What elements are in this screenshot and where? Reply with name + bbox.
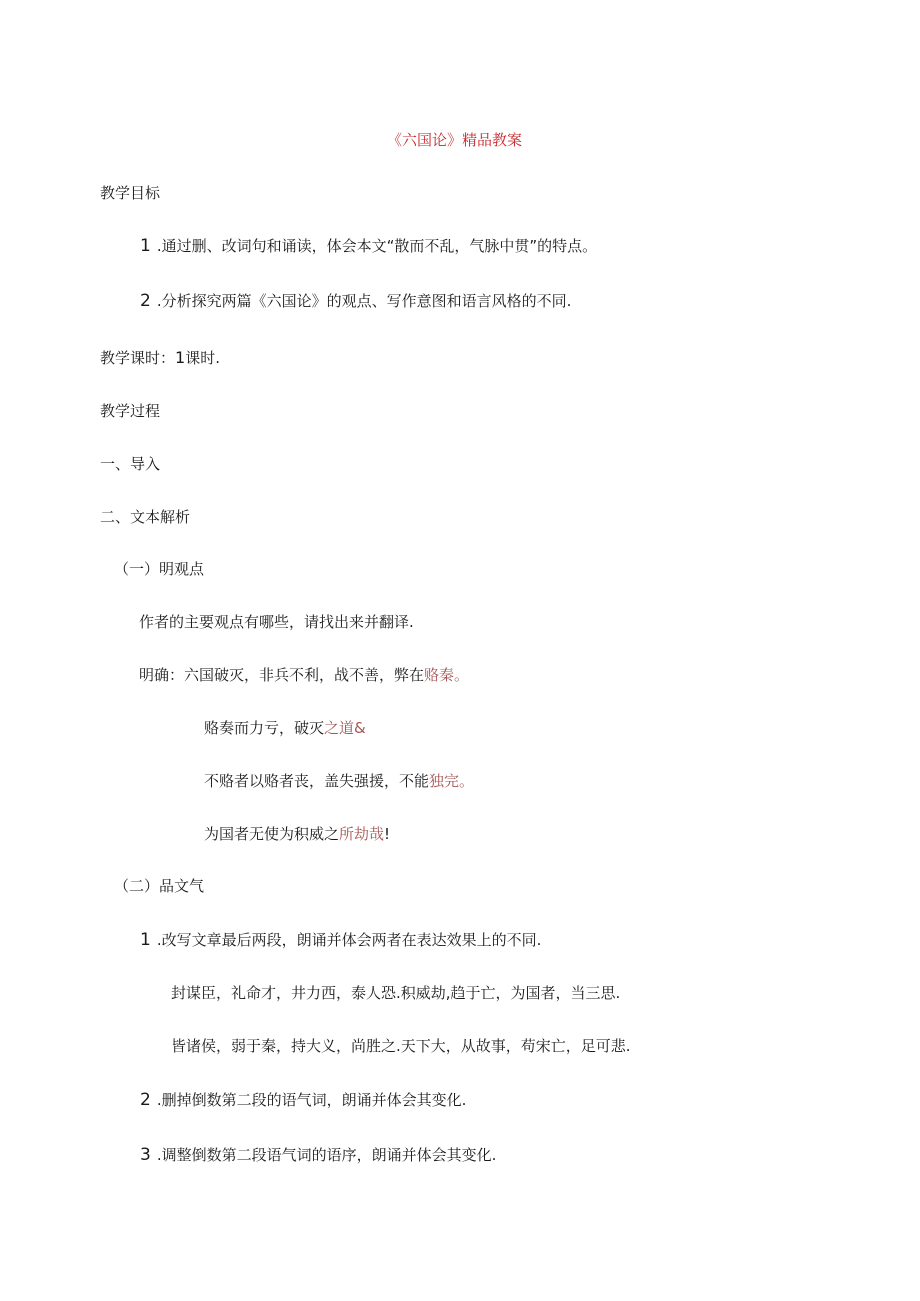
subsection-style: （二）品文气 [114, 877, 205, 895]
answer-line-2-highlight: 之道& [324, 719, 366, 737]
objective-1 [140, 236, 597, 256]
teaching-hours [100, 348, 220, 368]
answer-line-3 [204, 771, 474, 791]
process-heading: 教学过程 [100, 402, 161, 420]
task-3-text: .调整倒数第二段语气词的语序，朗诵并体会其变化. [156, 1146, 497, 1164]
answer-line-4-highlight: 所劫哉 [339, 825, 385, 843]
page-title: 《六国论》精品教案 [387, 131, 523, 149]
subsection-viewpoint: （一）明观点 [114, 560, 205, 578]
task-3 [140, 1145, 496, 1165]
answer-line-4-text: 为国者无使为积威之 [204, 825, 340, 843]
answer-line-1 [139, 665, 469, 685]
objective-2-number: 2 [140, 291, 151, 311]
answer-line-2 [204, 718, 366, 738]
answer-line-1-text: 明确：六国破灭，非兵不利，战不善，弊在 [139, 666, 425, 684]
task-1 [140, 930, 541, 950]
answer-line-3-text: 不赂者以赂者丧，盖失强援，不能 [204, 772, 430, 790]
section-analysis: 二、文本解析 [100, 508, 191, 526]
teaching-hours-number: 1 [175, 348, 186, 367]
objective-1-number: 1 [140, 236, 151, 256]
objective-2-text: .分析探究两篇《六国论》的观点、写作意图和语言风格的不同. [156, 292, 572, 310]
objectives-heading: 教学目标 [100, 184, 161, 202]
teaching-hours-unit: 课时. [185, 349, 220, 367]
objective-2 [140, 291, 571, 311]
task-2 [140, 1090, 466, 1110]
objective-1-text: .通过删、改词句和诵读，体会本文“散而不乱，气脉中贯”的特点。 [156, 237, 598, 255]
rewrite-line-2: 皆诸侯，弱于秦，持大义，尚胜之.天下大，从故事，苟宋亡，足可悲. [171, 1037, 631, 1055]
rewrite-line-1: 封谋臣，礼命才，井力西，泰人恐.积威劫,趋于亡，为国者，当三思. [171, 984, 621, 1002]
task-3-number: 3 [140, 1145, 151, 1165]
task-1-number: 1 [140, 930, 151, 950]
answer-line-2-text: 赂奏而力亏，破灭 [204, 719, 325, 737]
section-intro: 一、导入 [100, 455, 161, 473]
answer-line-3-highlight: 独完。 [429, 772, 475, 790]
answer-line-4-end: ! [384, 825, 391, 843]
task-2-number: 2 [140, 1090, 151, 1110]
answer-line-1-highlight: 赂秦。 [424, 666, 470, 684]
task-1-text: .改写文章最后两段，朗诵并体会两者在表达效果上的不同. [156, 931, 542, 949]
answer-line-4 [204, 824, 390, 844]
teaching-hours-label: 教学课时： [100, 349, 176, 367]
task-2-text: .删掉倒数第二段的语气词，朗诵并体会其变化. [156, 1091, 467, 1109]
question-viewpoint: 作者的主要观点有哪些，请找出来并翻译. [139, 613, 414, 631]
